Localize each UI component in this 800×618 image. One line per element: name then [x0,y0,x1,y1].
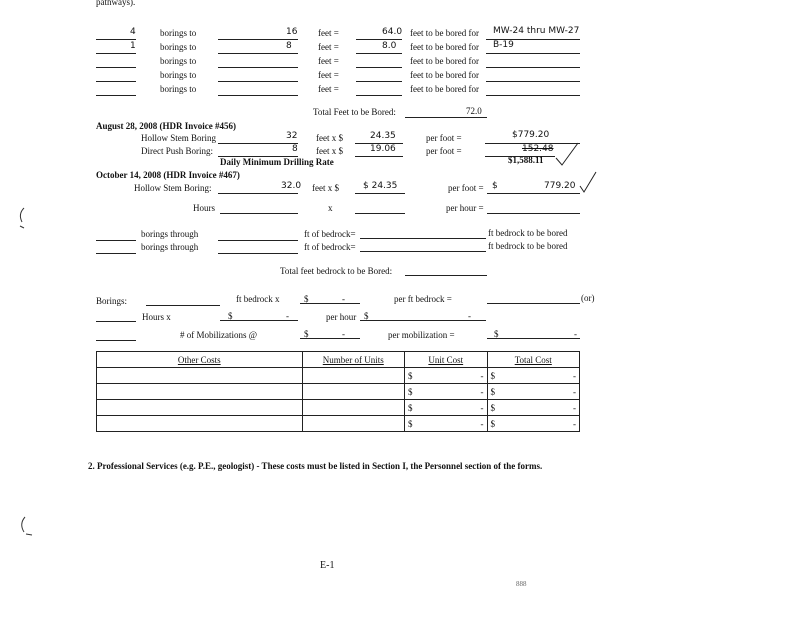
bedrock-through-2: borings through [141,242,199,252]
bedrock-to-be-bored-1: ft bedrock to be bored [488,228,568,238]
aug-heading: August 28, 2008 (HDR Invoice #456) [96,121,237,131]
corner-mark: 888 [516,580,527,588]
table-row [97,384,580,400]
units-cell [302,368,404,384]
checkmark-icon-2 [577,170,599,196]
aug-daily-total: $1,588.11 [508,155,544,165]
boring-label: borings to [160,70,197,80]
checkmark-icon [552,140,582,168]
boring-depth-line [218,53,298,54]
boring-to-be-bored: feet to be bored for [410,70,479,80]
aug-dpb-label: Direct Push Boring: [141,146,213,156]
misc-per-mob: per mobilization = [388,330,455,340]
oct-per-hour: per hour = [446,203,484,213]
boring-count-line [96,39,136,40]
misc-dash-3: - [468,311,471,321]
misc-or: (or) [581,293,595,303]
total-cost-cell [487,384,579,400]
total-cost-cell [487,368,579,384]
misc-dash-4: - [342,329,345,339]
bedrock-to-be-bored-2: ft bedrock to be bored [488,241,568,251]
boring-depth-line [218,81,298,82]
misc-dollar-3: $ [364,311,369,321]
unit-cost-cell [405,368,488,384]
boring-feet-eq: feet = [318,84,339,94]
other-costs-table [96,351,580,432]
boring-depth: 16 [286,27,298,37]
boring-depth-line [218,67,298,68]
aug-dpb-per: per foot = [426,146,462,156]
unit-dash: - [480,370,484,381]
aug-dpb-feet: 8 [292,144,298,154]
boring-depth-line [218,95,298,96]
total-dash: - [573,370,576,381]
misc-dash-2: - [286,311,289,321]
aug-dpb-total: 152.48 [522,144,554,154]
boring-feet-eq: feet = [318,28,339,38]
boring-count: 4 [130,27,136,37]
boring-label: borings to [160,42,197,52]
table-row [97,400,580,416]
boring-count-line [96,67,136,68]
boring-feet-eq: feet = [318,70,339,80]
page-number: E-1 [320,560,335,571]
aug-hsb-x: feet x $ [316,133,343,143]
misc-hours-x: Hours x [142,312,171,322]
boring-to-be-bored: feet to be bored for [410,84,479,94]
unit-dollar: $ [408,418,413,429]
aug-dpb-x: feet x $ [316,146,343,156]
table-row [97,368,580,384]
other-cost-cell [97,368,303,384]
oct-x: x [328,203,333,213]
total-dollar: $ [490,402,496,413]
boring-label: borings to [160,84,197,94]
aug-hsb-rate: 24.35 [370,131,396,141]
boring-wells-line [486,53,580,54]
boring-count-line [96,81,136,82]
boring-to-be-bored: feet to be bored for [410,28,479,38]
misc-borings-label: Borings: [96,296,128,306]
total-feet-value: 72.0 [466,106,482,116]
unit-dash: - [480,418,484,429]
unit-cost-cell [405,400,488,416]
boring-total-line [356,95,402,96]
unit-cost-cell [405,384,488,400]
boring-total: 64.0 [382,27,403,37]
misc-mob-label: # of Mobilizations @ [180,330,258,340]
other-cost-cell [97,400,303,416]
unit-dash: - [480,386,484,397]
boring-total-line [356,53,402,54]
aug-hsb-label: Hollow Stem Boring [141,133,217,143]
header-fragment: pathways). [96,0,136,7]
aug-dpb-rate: 19.06 [370,144,396,154]
misc-ft-bedrock-x: ft bedrock x [236,294,280,304]
oct-hsb-rate: $ 24.35 [363,181,398,191]
unit-dollar: $ [408,402,413,413]
units-cell [302,384,404,400]
bedrock-total-label: Total feet bedrock to be Bored: [280,266,393,276]
boring-wells-line [486,81,580,82]
oct-hsb-x: feet x $ [312,183,339,193]
col-other-costs: Other Costs [97,352,303,368]
boring-to-be-bored: feet to be bored for [410,42,479,52]
total-cost-cell [487,416,579,432]
aug-hsb-total: $779.20 [512,130,550,140]
boring-total-line [356,67,402,68]
total-dollar: $ [490,370,496,381]
units-cell [302,400,404,416]
boring-feet-eq: feet = [318,42,339,52]
aug-daily-min: Daily Minimum Drilling Rate [220,157,334,167]
col-total-cost: Total Cost [487,352,579,368]
col-unit-cost: Unit Cost [405,352,488,368]
bedrock-through-1: borings through [141,229,199,239]
oct-hsb-per: per foot = [448,183,484,193]
scan-artifact-icon-2 [16,514,34,540]
boring-depth-line [218,39,298,40]
oct-hsb-total: 779.20 [544,181,576,191]
bedrock-ft-1: ft of bedrock= [304,229,356,239]
oct-hsb-label: Hollow Stem Boring: [134,183,212,193]
units-cell [302,416,404,432]
boring-wells-line [486,95,580,96]
boring-label: borings to [160,56,197,66]
professional-services-note: 2. Professional Services (e.g. P.E., geologist) - These costs must be listed in Section I, the Personnel section of the forms. [88,461,543,471]
misc-dollar-4: $ [304,329,309,339]
other-cost-cell [97,416,303,432]
boring-total-line [356,81,402,82]
bedrock-ft-2: ft of bedrock= [304,242,356,252]
misc-dollar-5: $ [494,329,499,339]
boring-count-line [96,53,136,54]
boring-wells: MW-24 thru MW-27 [493,26,580,36]
oct-hsb-feet: 32.0 [281,181,302,191]
boring-label: borings to [160,28,197,38]
misc-dollar-1: $ [304,294,309,304]
boring-wells-line [486,67,580,68]
scan-artifact-icon [14,204,30,232]
table-row [97,416,580,432]
oct-hsb-dollar: $ [492,181,498,191]
aug-hsb-per: per foot = [426,133,462,143]
total-dash: - [573,402,576,413]
misc-per-ft-bedrock: per ft bedrock = [394,294,452,304]
other-cost-cell [97,384,303,400]
boring-total: 8.0 [382,41,397,51]
boring-feet-eq: feet = [318,56,339,66]
misc-dollar-2: $ [228,311,233,321]
unit-dash: - [480,402,484,413]
boring-total-line [356,39,402,40]
unit-cost-cell [405,416,488,432]
misc-dash-1: - [342,294,345,304]
oct-hours-label: Hours [193,203,215,213]
total-cost-cell [487,400,579,416]
aug-hsb-feet: 32 [286,131,298,141]
boring-wells: B-19 [493,40,514,50]
boring-count: 1 [130,41,136,51]
unit-dollar: $ [408,370,413,381]
total-dash: - [573,418,576,429]
col-number-of-units: Number of Units [302,352,404,368]
boring-to-be-bored: feet to be bored for [410,56,479,66]
boring-depth: 8 [286,41,292,51]
total-dash: - [573,386,576,397]
boring-count-line [96,95,136,96]
total-dollar: $ [490,418,496,429]
unit-dollar: $ [408,386,413,397]
oct-heading: October 14, 2008 (HDR Invoice #467) [96,170,240,180]
total-feet-label: Total Feet to be Bored: [313,107,396,117]
misc-dash-5: - [574,329,577,339]
total-dollar: $ [490,386,496,397]
misc-per-hour: per hour [326,312,357,322]
